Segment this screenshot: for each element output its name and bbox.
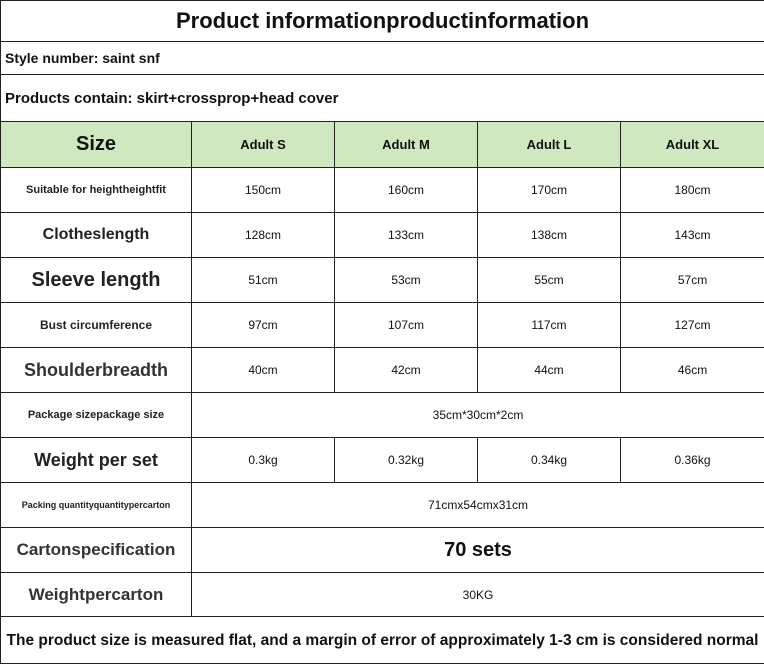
row-label-package-size: Package sizepackage size (1, 393, 192, 438)
table-cell: 57cm (621, 258, 764, 303)
size-header-m: Adult M (335, 122, 478, 168)
table-cell: 97cm (192, 303, 335, 348)
row-label-carton-spec: Cartonspecification (1, 528, 192, 573)
size-header-l: Adult L (478, 122, 621, 168)
style-number: Style number: saint snf (1, 42, 764, 75)
table-cell: 40cm (192, 348, 335, 393)
table-row (1, 348, 764, 393)
table-row (1, 213, 764, 258)
table-cell: 117cm (478, 303, 621, 348)
table-row (1, 393, 764, 438)
package-size-value: 35cm*30cm*2cm (192, 393, 764, 438)
table-cell: 0.36kg (621, 438, 764, 483)
table-cell: 150cm (192, 168, 335, 213)
table-cell: 160cm (335, 168, 478, 213)
table-cell: 128cm (192, 213, 335, 258)
table-row (1, 573, 764, 617)
packing-qty-value: 71cmx54cmx31cm (192, 483, 764, 528)
table-row (1, 303, 764, 348)
table-cell: 180cm (621, 168, 764, 213)
table-cell: 53cm (335, 258, 478, 303)
row-label-weight: Weight per set (1, 438, 192, 483)
carton-weight-value: 30KG (192, 573, 764, 617)
row-label-carton-weight: Weightpercarton (1, 573, 192, 617)
table-cell: 0.3kg (192, 438, 335, 483)
row-label-sleeve-length: Sleeve length (1, 258, 192, 303)
table-cell: 0.34kg (478, 438, 621, 483)
table-row (1, 483, 764, 528)
table-row (1, 258, 764, 303)
footer-note: The product size is measured flat, and a margin of error of approximately 1-3 cm is considered normal (1, 617, 764, 664)
table-cell: 0.32kg (335, 438, 478, 483)
size-header-label: Size (1, 122, 192, 168)
table-cell: 133cm (335, 213, 478, 258)
table-row (1, 438, 764, 483)
table-row (1, 528, 764, 573)
page-title: Product informationproductinformation (1, 1, 764, 42)
table-cell: 170cm (478, 168, 621, 213)
table-cell: 138cm (478, 213, 621, 258)
carton-spec-value: 70 sets (192, 528, 764, 573)
table-cell: 51cm (192, 258, 335, 303)
row-label-height: Suitable for heightheightfit (1, 168, 192, 213)
size-header-xl: Adult XL (621, 122, 764, 168)
table-cell: 143cm (621, 213, 764, 258)
table-row (1, 168, 764, 213)
table-cell: 55cm (478, 258, 621, 303)
row-label-clothes-length: Clotheslength (1, 213, 192, 258)
product-contents: Products contain: skirt+crossprop+head cover (1, 75, 764, 122)
table-cell: 42cm (335, 348, 478, 393)
row-label-packing-qty: Packing quantityquantitypercarton (1, 483, 192, 528)
size-header-row (1, 122, 764, 168)
row-label-bust: Bust circumference (1, 303, 192, 348)
size-header-s: Adult S (192, 122, 335, 168)
table-cell: 46cm (621, 348, 764, 393)
row-label-shoulder: Shoulderbreadth (1, 348, 192, 393)
table-cell: 44cm (478, 348, 621, 393)
table-cell: 107cm (335, 303, 478, 348)
table-cell: 127cm (621, 303, 764, 348)
